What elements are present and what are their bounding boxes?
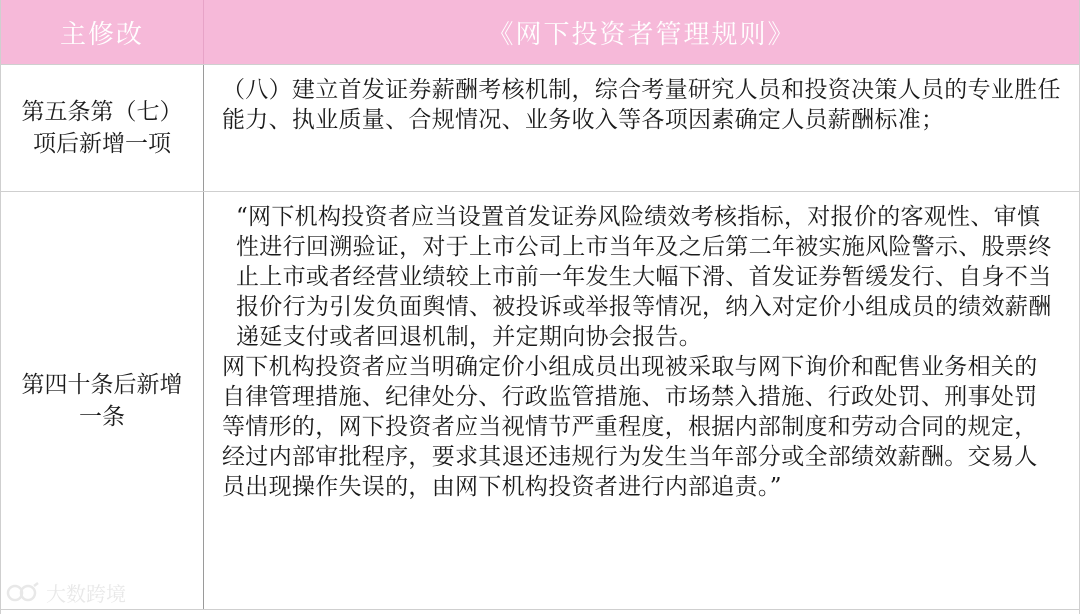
header-rules-title: 《网下投资者管理规则》	[487, 19, 796, 50]
table-header	[1, 0, 1079, 64]
watermark-logo-icon	[6, 580, 40, 606]
row-modification-location: 第五条第（七）项后新增一项	[1, 65, 204, 191]
row-content	[204, 192, 1079, 609]
content-paragraph: （八）建立首发证券薪酬考核机制，综合考量研究人员和投资决策人员的专业胜任能力、执业质量、合规情况、业务收入等各项因素确定人员薪酬标准；	[222, 77, 1061, 133]
content-paragraph: 网下机构投资者应当明确定价小组成员出现被采取与网下询价和配售业务相关的自律管理措施、纪律处分、行政监管措施、市场禁入措施、行政处罚、刑事处罚等情形的，网下投资者应当视情节严重程度，根据内部制度和劳动合同的规定，经过内部审批程序，要求其退还违规行为发生当年部分或全部绩效薪酬。交易人员出现操作失误的，由网下机构投资者进行内部追责。”	[222, 354, 1038, 500]
content-paragraph: “网下机构投资者应当设置首发证券风险绩效考核指标，对报价的客观性、审慎性进行回溯验证，对于上市公司上市当年及之后第二年被实施风险警示、股票终止上市或者经营业绩较上市前一年发生大幅下滑、首发证券暂缓发行、自身不当报价行为引发负面舆情、被投诉或举报等情况，纳入对定价小组成员的绩效薪酬递延支付或者回退机制，并定期向协会报告。	[236, 204, 1052, 350]
header-modification-type: 主修改	[1, 0, 204, 64]
row-content	[204, 65, 1079, 191]
table-row	[1, 64, 1079, 192]
table-row	[1, 192, 1079, 610]
row-modification-location: 第四十条后新增一条	[1, 192, 204, 609]
watermark-text: 大数跨境	[46, 582, 126, 606]
watermark	[6, 578, 126, 607]
